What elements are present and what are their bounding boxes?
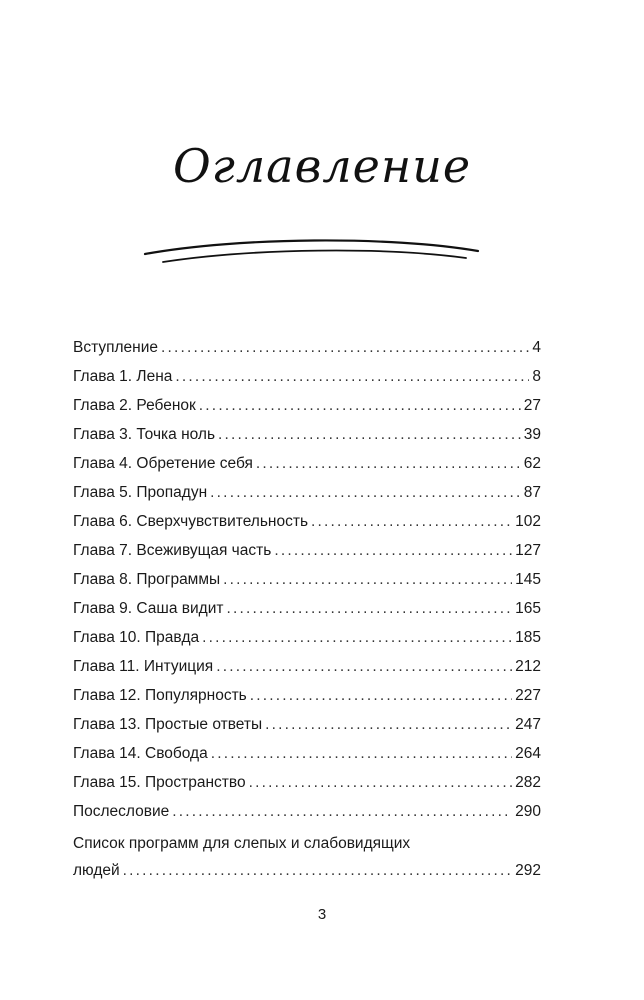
toc-entry[interactable]	[73, 362, 541, 391]
toc-entry[interactable]	[73, 623, 541, 652]
toc-entry[interactable]	[73, 449, 541, 478]
dot-leader	[265, 710, 512, 739]
toc-entry-page: 292	[515, 862, 541, 879]
toc-entry[interactable]	[73, 710, 541, 739]
title-text: Оглавление	[172, 139, 472, 193]
toc-entry-label: Глава 8. Программы	[73, 571, 221, 588]
dot-leader	[216, 652, 512, 681]
dot-leader	[211, 739, 512, 768]
toc-entry[interactable]	[73, 333, 541, 362]
toc-entry[interactable]	[73, 536, 541, 565]
table-of-contents	[73, 333, 541, 884]
toc-entry[interactable]	[73, 652, 541, 681]
toc-entry-page: 145	[515, 571, 541, 588]
toc-entry-page: 290	[515, 803, 541, 820]
toc-entry[interactable]	[73, 768, 541, 797]
toc-entry-label: Глава 15. Пространство	[73, 774, 246, 791]
toc-entry-page: 8	[532, 368, 541, 385]
toc-entry-label: Глава 1. Лена	[73, 368, 173, 385]
toc-entry-page: 212	[515, 658, 541, 675]
toc-entry-page: 4	[532, 339, 541, 356]
toc-entry-label-line2: людей	[73, 862, 120, 879]
dot-leader	[199, 391, 521, 420]
dot-leader	[311, 507, 512, 536]
page-number: 3	[317, 906, 327, 923]
toc-entry-label: Глава 12. Популярность	[73, 687, 247, 704]
toc-entry-second-line	[73, 857, 541, 884]
dot-leader	[210, 478, 521, 507]
dot-leader	[218, 420, 521, 449]
dot-leader	[172, 797, 512, 826]
decorative-swash	[0, 232, 644, 272]
toc-entry-label: Глава 10. Правда	[73, 629, 200, 646]
toc-entry-label: Вступление	[73, 339, 159, 356]
toc-entry[interactable]	[73, 391, 541, 420]
toc-entry-label: Глава 5. Пропадун	[73, 484, 208, 501]
toc-entry-page: 102	[515, 513, 541, 530]
toc-entry[interactable]	[73, 565, 541, 594]
toc-entry-page: 247	[515, 716, 541, 733]
toc-entry-page: 39	[523, 426, 541, 443]
toc-entry-page: 127	[515, 542, 541, 559]
toc-entry-page: 62	[523, 455, 541, 472]
toc-entry-page: 227	[515, 687, 541, 704]
dot-leader	[250, 681, 512, 710]
dot-leader	[256, 449, 521, 478]
toc-entry-page: 185	[515, 629, 541, 646]
handwritten-title	[0, 120, 644, 220]
toc-entry-label: Послесловие	[73, 803, 170, 820]
toc-entry-label: Глава 11. Интуиция	[73, 658, 214, 675]
toc-entry-label: Глава 7. Всеживущая часть	[73, 542, 272, 559]
dot-leader	[274, 536, 512, 565]
dot-leader	[202, 623, 512, 652]
toc-entry-label: Глава 3. Точка ноль	[73, 426, 216, 443]
dot-leader	[175, 362, 529, 391]
toc-entry[interactable]	[73, 681, 541, 710]
toc-entry-page: 87	[523, 484, 541, 501]
toc-entry[interactable]	[73, 797, 541, 826]
toc-entry[interactable]	[73, 594, 541, 623]
toc-entry[interactable]	[73, 478, 541, 507]
dot-leader	[123, 857, 512, 884]
toc-entry-label: Глава 4. Обретение себя	[73, 455, 253, 472]
toc-entry-label: Глава 2. Ребенок	[73, 397, 196, 414]
dot-leader	[249, 768, 513, 797]
toc-entry-label: Глава 13. Простые ответы	[73, 716, 263, 733]
toc-entry-label: Глава 6. Сверхчувствительность	[73, 513, 309, 530]
toc-entry-page: 282	[515, 774, 541, 791]
toc-entry-label-line1: Список программ для слепых и слабовидящих	[73, 835, 411, 852]
toc-entry-label: Глава 9. Саша видит	[73, 600, 224, 617]
toc-entry-page: 264	[515, 745, 541, 762]
toc-entry-page: 165	[515, 600, 541, 617]
dot-leader	[223, 565, 512, 594]
toc-entry[interactable]	[73, 507, 541, 536]
toc-entry[interactable]	[73, 739, 541, 768]
dot-leader	[161, 333, 529, 362]
toc-entry-label: Глава 14. Свобода	[73, 745, 208, 762]
dot-leader	[226, 594, 512, 623]
toc-entry-page: 27	[523, 397, 541, 414]
page-title	[0, 120, 644, 220]
toc-entry[interactable]	[73, 420, 541, 449]
toc-entry-multiline[interactable]	[73, 830, 541, 884]
